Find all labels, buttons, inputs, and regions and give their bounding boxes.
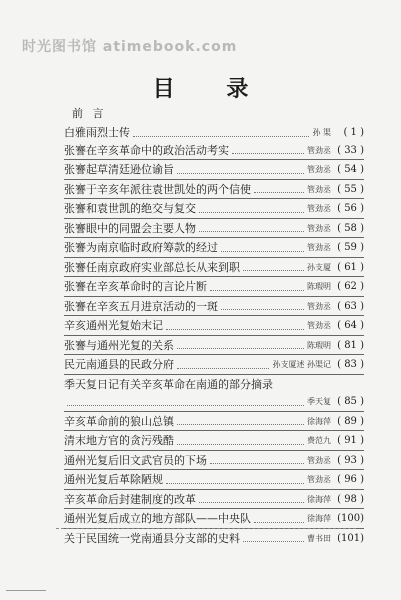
toc-entry: [64, 200, 364, 218]
toc-entry-page: ( 85 ): [337, 396, 364, 407]
toc-entry-title: 辛亥革命后封建制度的改革: [64, 492, 196, 506]
toc-entry-title: 民元南通县的民政分府: [64, 358, 174, 371]
toc-entry-title: 通州光复后成立的地方部队——中央队: [64, 512, 251, 525]
toc-entry: [64, 491, 364, 509]
toc-entry-author: 管劲丞: [307, 475, 331, 484]
divider: [64, 237, 364, 238]
dot-leader: [210, 290, 304, 291]
divider: [64, 469, 364, 470]
toc-entry: [64, 142, 364, 160]
dot-leader: [221, 251, 304, 252]
toc-entry: [64, 278, 364, 296]
dot-leader: [177, 348, 304, 349]
toc-entry-author: 管劲丞: [307, 165, 331, 174]
toc-entry-title: 辛亥革命前的狼山总镇: [64, 414, 174, 428]
toc-entry-title: 张謇起草清廷逊位谕旨: [64, 163, 174, 176]
dot-leader: [243, 541, 304, 542]
toc-entry-author: 管劲丞: [307, 321, 331, 330]
divider: [64, 335, 364, 336]
toc-entry-author: 管劲丞: [307, 455, 331, 465]
toc-entry-title: 张謇眼中的同盟会主要人物: [64, 221, 196, 235]
toc-entry-title: 通州光复后革除陋规: [64, 473, 163, 486]
toc-entry-page: (101): [337, 532, 364, 544]
foreword-heading: 前 言: [72, 107, 107, 120]
toc-entry-author: 管劲丞: [307, 184, 331, 194]
divider: [64, 411, 364, 412]
dot-leader: [177, 173, 304, 174]
divider: [64, 218, 364, 219]
toc-entry-page: ( 98 ): [337, 493, 364, 505]
toc-entry-title: 张謇与通州光复的关系: [64, 338, 174, 352]
toc-entry-author: 管劲丞: [307, 145, 331, 155]
dot-leader: [133, 136, 309, 137]
dot-leader: [177, 424, 304, 425]
toc-entry-title: 辛亥通州光复始末记: [64, 319, 163, 332]
toc-entry: [64, 220, 364, 238]
toc-entry-page: ( 93 ): [337, 454, 364, 466]
divider: [64, 159, 364, 160]
dot-leader: [199, 212, 304, 213]
toc-entry-author: 徐海萍: [307, 416, 331, 426]
watermark-text: 时光图书馆 atimebook.com: [22, 39, 238, 55]
toc-entry: [64, 239, 364, 257]
toc-entry-author: 孙 渠: [312, 128, 331, 137]
toc-entry-title: 清末地方官的贪污残酷: [64, 434, 174, 447]
toc-entry: [64, 161, 364, 179]
toc-entry-author: 曹书田: [307, 533, 331, 543]
toc-entry: [64, 298, 364, 316]
toc-entry: [64, 452, 364, 470]
dot-leader: [177, 368, 269, 369]
toc-entry: [64, 181, 364, 199]
divider: [64, 508, 364, 509]
toc-entry-title: 关于民国统一党南通县分支部的史料: [64, 531, 240, 545]
toc-entry-page: ( 89 ): [337, 415, 364, 427]
toc-entry-page: ( 83 ): [337, 359, 364, 370]
divider: [64, 354, 364, 355]
toc-entry-title: 白雅雨烈士传: [64, 126, 130, 139]
toc-entry-author: 徐海萍: [307, 494, 331, 504]
toc-entry-page: ( 81 ): [337, 339, 364, 351]
divider: [64, 198, 364, 199]
dot-leader: [166, 329, 304, 330]
toc-entry-page: ( 1 ): [343, 127, 364, 138]
dot-leader: [254, 192, 304, 193]
toc-entry-page: ( 33 ): [337, 144, 364, 156]
toc-entry-page: ( 54 ): [337, 164, 364, 175]
dot-leader: [199, 502, 304, 503]
dot-leader: [177, 444, 304, 445]
divider: [64, 374, 364, 375]
bottom-divider: [56, 528, 356, 529]
toc-entry-author: 徐海萍: [307, 514, 331, 523]
toc-entry-page: ( 55 ): [337, 183, 364, 195]
toc-entry-page: ( 61 ): [337, 261, 364, 273]
dot-leader: [166, 483, 304, 484]
dot-leader: [232, 153, 304, 154]
divider: [64, 450, 364, 451]
divider: [64, 489, 364, 490]
toc-entry-page: ( 63 ): [337, 300, 364, 312]
toc-entry: [64, 337, 364, 355]
dot-leader: [221, 309, 304, 310]
toc-entry-title: 张謇于辛亥年派往袁世凯处的两个信使: [64, 182, 251, 196]
divider: [64, 430, 364, 431]
toc-entry-author: 陈瑕明: [307, 282, 331, 291]
toc-entry-title: 通州光复后旧文武官员的下场: [64, 453, 207, 467]
toc-entry: [64, 530, 364, 548]
toc-entry: [64, 471, 364, 489]
toc-entry-author: 季天复: [307, 397, 331, 406]
toc-entry-page: ( 56 ): [337, 203, 364, 214]
toc-entry: [64, 259, 364, 277]
page-title: 目 录: [152, 76, 271, 102]
toc-entry-author: 管劲丞: [307, 223, 331, 233]
toc-entry: [64, 317, 364, 335]
toc-entry: [64, 124, 364, 142]
divider: [64, 276, 364, 277]
dot-leader: [243, 270, 304, 271]
divider: [64, 296, 364, 297]
toc-entry-title: 季天复日记有关辛亥革命在南通的部分摘录: [64, 377, 273, 391]
divider: [64, 179, 364, 180]
dot-leader: [210, 463, 304, 464]
toc-entry-title: 张謇任南京政府实业部总长从来到职: [64, 260, 240, 274]
divider: [64, 257, 364, 258]
scan-edge-mark: [6, 590, 46, 591]
toc-entry-author: 陈瑕明: [307, 340, 331, 350]
toc-entry-page: ( 96 ): [337, 474, 364, 485]
toc-entry-page: ( 58 ): [337, 222, 364, 234]
toc-entry: [64, 413, 364, 431]
toc-entry-title: 张謇在辛亥革命时的言论片断: [64, 280, 207, 293]
toc-entry-page: ( 62 ): [337, 281, 364, 292]
dot-leader: [199, 231, 304, 232]
table-of-contents: [64, 104, 364, 547]
toc-entry-page: ( 64 ): [337, 320, 364, 331]
divider: [64, 315, 364, 316]
dot-leader: [67, 405, 304, 406]
toc-entry-page: ( 91 ): [337, 435, 364, 446]
toc-entry-title: 张謇在辛亥五月进京活动的一斑: [64, 299, 218, 313]
toc-entry-author: 孙支厦述 孙渠记: [272, 360, 331, 369]
toc-entry-title: 张謇在辛亥革命中的政治活动考实: [64, 143, 229, 157]
toc-entry-author: 费范九: [307, 436, 331, 445]
toc-entry-author: 管劲丞: [307, 243, 331, 252]
toc-entry-author: 孙支厦: [307, 262, 331, 272]
toc-entry-title: 张謇和袁世凯的绝交与复交: [64, 202, 196, 215]
toc-entry: [64, 432, 364, 450]
toc-entry: [64, 376, 364, 411]
toc-entry-author: 管劲丞: [307, 204, 331, 213]
toc-entry: [64, 510, 364, 528]
toc-entry-author: 管劲丞: [307, 301, 331, 311]
toc-entry-title: 张謇为南京临时政府筹款的经过: [64, 241, 218, 254]
toc-entry-page: (100): [337, 513, 364, 524]
dot-leader: [254, 522, 304, 523]
toc-entry-page: ( 59 ): [337, 242, 364, 253]
toc-entry: [64, 356, 364, 374]
